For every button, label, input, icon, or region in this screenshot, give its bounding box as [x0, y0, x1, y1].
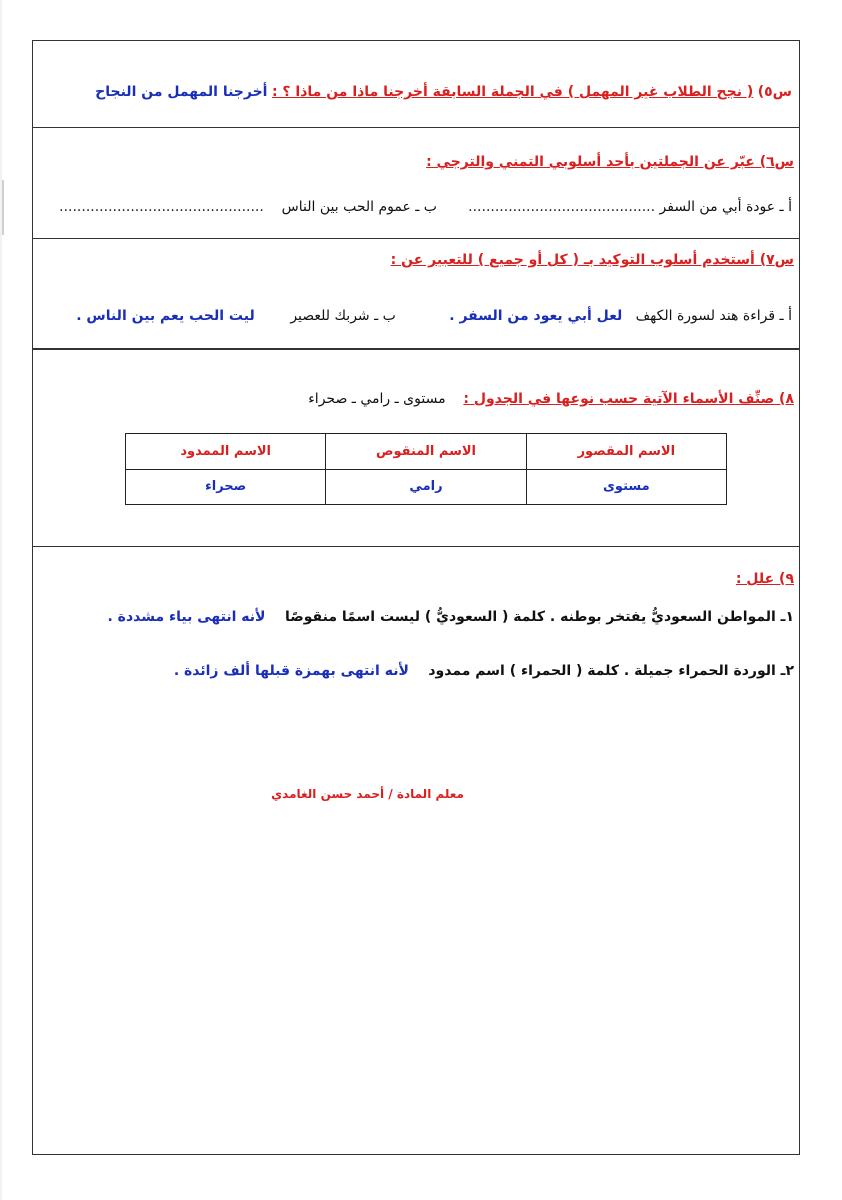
question-5	[95, 84, 792, 100]
q8-words: مستوى ـ رامي ـ صحراء	[308, 391, 446, 407]
q6-item-a: أ ـ عودة أبي من السفر	[659, 199, 792, 215]
classification-table	[125, 433, 727, 505]
q6-item-b: ب ـ عموم الحب بين الناس	[281, 199, 437, 215]
q7-title: س٧) أستخدم أسلوب التوكيد بـ ( كل أو جميع ) للتعبير عن :	[390, 252, 794, 268]
q9-item-2-answer: لأنه انتهى بهمزة قبلها ألف زائدة .	[173, 663, 409, 679]
q6-item-a-blank: ..........................................	[468, 199, 656, 215]
divider-4	[32, 546, 800, 547]
q6-title: س٦) عبّر عن الجملتين بأحد أسلوبي التمني والترجي :	[426, 154, 794, 170]
q5-question: ( نجح الطلاب غير المهمل ) في الجملة السابقة أخرجنا ماذا من ماذا ؟ :	[271, 84, 754, 100]
table-cell: صحراء	[126, 469, 326, 505]
table-header-cell: الاسم الممدود	[126, 434, 326, 470]
table-header-cell: الاسم المنقوص	[326, 434, 526, 470]
teacher-signature: معلم المادة / أحمد حسن الغامدي	[271, 787, 464, 801]
q9-item-1-answer: لأنه انتهى بياء مشددة .	[107, 609, 266, 625]
q8-title: ٨) صنِّف الأسماء الآتية حسب نوعها في الجدول :	[463, 391, 794, 407]
q9-item-1-text: ١ـ المواطن السعوديُّ يفتخر بوطنه . كلمة ( السعوديُّ ) ليست اسمًا منقوصًا	[284, 609, 794, 625]
divider-2	[32, 238, 800, 239]
q9-title: ٩) علل :	[735, 571, 794, 587]
worksheet-page	[2, 0, 842, 1200]
divider-3	[32, 348, 800, 350]
q7-item-b: ب ـ شربك للعصير	[290, 308, 396, 324]
q5-answer: أخرجنا المهمل من النجاح	[95, 84, 268, 100]
question-8	[308, 391, 794, 407]
divider-1	[32, 127, 800, 128]
q7-items	[76, 308, 792, 324]
table-header-row	[126, 434, 727, 470]
q5-label: س٥)	[757, 84, 792, 100]
q7-item-a-answer: لعل أبي يعود من السفر .	[449, 308, 623, 324]
q6-item-b-blank: ..............................................	[59, 199, 264, 215]
binder-edge-mark	[2, 180, 4, 235]
q7-item-b-answer: ليت الحب يعم بين الناس .	[76, 308, 255, 324]
q6-items	[59, 199, 792, 215]
q9-item-2-text: ٢ـ الوردة الحمراء جميلة . كلمة ( الحمراء ) اسم ممدود	[428, 663, 794, 679]
q9-item-1	[107, 609, 794, 625]
table-header-cell: الاسم المقصور	[526, 434, 726, 470]
table-row	[126, 469, 727, 505]
q7-item-a: أ ـ قراءة هند لسورة الكهف	[635, 308, 792, 324]
q9-item-2	[174, 663, 794, 679]
table-cell: مستوى	[526, 469, 726, 505]
table-cell: رامي	[326, 469, 526, 505]
